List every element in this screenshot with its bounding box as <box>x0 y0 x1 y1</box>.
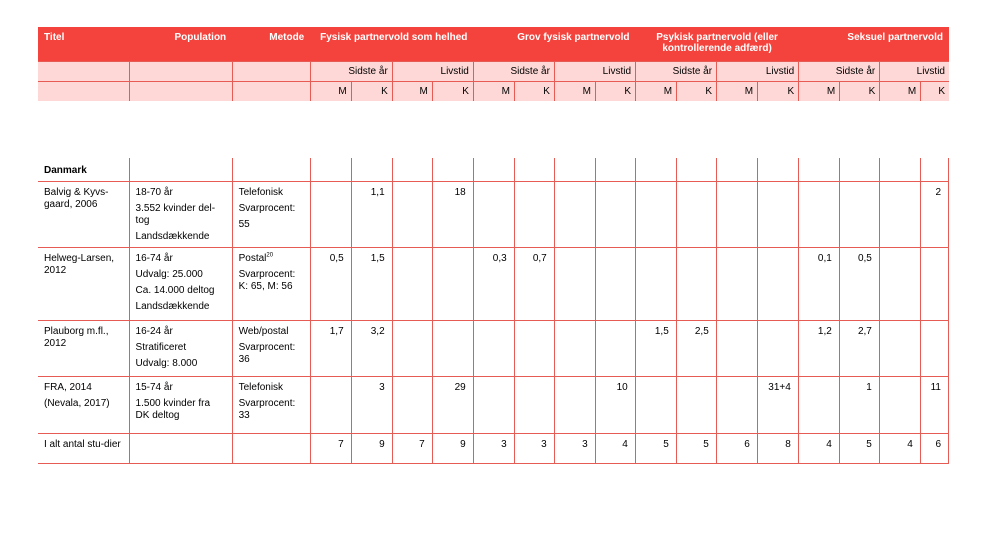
value-cell <box>514 181 554 247</box>
period-sidste: Sidste år <box>310 61 392 81</box>
metode-line <box>239 342 304 366</box>
sex-m: M <box>636 81 677 101</box>
period-livstid: Livstid <box>880 61 949 81</box>
header-group-fysisk: Fysisk partnervold som helhed <box>310 27 473 61</box>
value-cell <box>595 181 635 247</box>
value-cell: 18 <box>432 181 473 247</box>
value-cell: 2,7 <box>839 320 879 376</box>
total-value: 4 <box>595 433 635 463</box>
value-cell: 0,5 <box>310 247 351 320</box>
metode-line <box>239 326 304 338</box>
metode-cell <box>232 376 310 433</box>
total-value: 3 <box>554 433 595 463</box>
value-cell <box>635 247 676 320</box>
study-title <box>38 181 129 247</box>
sex-m: M <box>473 81 514 101</box>
population-line: Ca. 14.000 deltog <box>135 284 215 296</box>
value-cell <box>879 376 920 433</box>
value-cell: 2,5 <box>676 320 716 376</box>
period-sidste: Sidste år <box>636 61 717 81</box>
metode-line <box>239 187 304 199</box>
empty-cell <box>232 433 310 463</box>
population-line: 16-24 år <box>135 325 173 337</box>
metode-cell <box>232 181 310 247</box>
study-title-text: Helweg-Larsen, 2012 <box>44 252 115 276</box>
study-title <box>38 320 129 376</box>
value-cell <box>392 376 432 433</box>
period-livstid: Livstid <box>717 61 799 81</box>
total-value: 6 <box>716 433 757 463</box>
study-title-text: FRA, 2014 <box>44 381 92 393</box>
value-cell <box>432 247 473 320</box>
period-sidste: Sidste år <box>473 61 554 81</box>
sex-k: K <box>921 81 949 101</box>
body-table <box>38 158 949 464</box>
country-label: Danmark <box>38 158 129 181</box>
sex-k: K <box>432 81 473 101</box>
metode-text: Svarprocent: 36 <box>238 341 296 365</box>
population-cell <box>129 376 232 433</box>
metode-line <box>239 203 304 215</box>
value-cell: 29 <box>432 376 473 433</box>
metode-text: Telefonisk <box>238 381 284 393</box>
study-title <box>38 376 129 433</box>
metode-cell <box>232 247 310 320</box>
population-line: 3.552 kvinder del-tog <box>135 202 216 226</box>
metode-line <box>239 269 304 293</box>
total-value: 5 <box>676 433 716 463</box>
sex-k: K <box>514 81 554 101</box>
value-cell <box>514 376 554 433</box>
value-cell <box>514 320 554 376</box>
value-cell <box>676 181 716 247</box>
table-row <box>38 247 949 320</box>
study-title <box>38 247 129 320</box>
sex-row <box>38 81 949 101</box>
sex-k: K <box>677 81 717 101</box>
total-value: 7 <box>392 433 432 463</box>
sex-m: M <box>554 81 595 101</box>
value-cell <box>554 320 595 376</box>
header-table <box>38 27 949 101</box>
metode-text: 55 <box>238 218 250 230</box>
period-sidste: Sidste år <box>799 61 880 81</box>
value-cell: 10 <box>595 376 635 433</box>
value-cell <box>757 247 798 320</box>
value-cell <box>554 181 595 247</box>
value-cell <box>879 181 920 247</box>
value-cell: 11 <box>920 376 948 433</box>
value-cell: 0,5 <box>839 247 879 320</box>
value-cell <box>392 181 432 247</box>
value-cell <box>676 376 716 433</box>
population-line: Udvalg: 25.000 <box>135 268 203 280</box>
total-row <box>38 433 949 463</box>
header-metode: Metode <box>232 27 310 61</box>
metode-line <box>239 382 304 394</box>
total-value: 4 <box>879 433 920 463</box>
value-cell: 2 <box>920 181 948 247</box>
value-cell <box>716 376 757 433</box>
total-value: 3 <box>473 433 514 463</box>
value-cell <box>879 320 920 376</box>
sex-k: K <box>758 81 799 101</box>
header-group-seksuel: Seksuel partnervold <box>799 27 949 61</box>
value-cell <box>839 181 879 247</box>
sex-m: M <box>880 81 921 101</box>
sex-k: K <box>351 81 392 101</box>
study-title-text: Balvig & Kyvs-gaard, 2006 <box>44 186 109 210</box>
sex-m: M <box>392 81 432 101</box>
value-cell <box>676 247 716 320</box>
value-cell <box>554 247 595 320</box>
value-cell: 1,5 <box>635 320 676 376</box>
value-cell: 3,2 <box>351 320 392 376</box>
population-cell <box>129 320 232 376</box>
table-row <box>38 376 949 433</box>
metode-text: Telefonisk <box>238 186 284 198</box>
value-cell: 1,2 <box>798 320 839 376</box>
metode-text: Postal <box>238 252 267 264</box>
study-title-text: Plauborg m.fl., 2012 <box>44 325 109 349</box>
value-cell <box>392 247 432 320</box>
total-value: 5 <box>635 433 676 463</box>
population-line: 1.500 kvinder fra DK deltog <box>135 397 211 421</box>
value-cell <box>920 320 948 376</box>
footnote-ref: 20 <box>266 252 274 259</box>
value-cell: 31+4 <box>757 376 798 433</box>
value-cell <box>310 181 351 247</box>
total-value: 9 <box>432 433 473 463</box>
total-value: 4 <box>798 433 839 463</box>
total-label: I alt antal stu-dier <box>38 433 129 463</box>
population-line: Udvalg: 8.000 <box>135 357 198 369</box>
value-cell <box>716 247 757 320</box>
population-line: Landsdækkende <box>135 230 210 242</box>
metode-text: Svarprocent: 33 <box>238 397 296 421</box>
table-row <box>38 320 949 376</box>
metode-line <box>239 253 304 265</box>
value-cell <box>595 320 635 376</box>
value-cell <box>635 181 676 247</box>
metode-line <box>239 398 304 422</box>
total-value: 8 <box>757 433 798 463</box>
value-cell: 0,3 <box>473 247 514 320</box>
population-line: 15-74 år <box>135 381 173 393</box>
value-cell <box>798 181 839 247</box>
value-cell <box>473 320 514 376</box>
table-row <box>38 181 949 247</box>
population-line: Landsdækkende <box>135 300 210 312</box>
value-cell <box>757 320 798 376</box>
value-cell <box>310 376 351 433</box>
value-cell <box>757 181 798 247</box>
metode-cell <box>232 320 310 376</box>
period-row <box>38 61 949 81</box>
value-cell: 1,7 <box>310 320 351 376</box>
empty-cell <box>129 433 232 463</box>
total-value: 9 <box>351 433 392 463</box>
metode-line <box>239 219 304 231</box>
metode-text: Svarprocent: K: 65, M: 56 <box>238 268 296 292</box>
header-group-grov: Grov fysisk partnervold <box>473 27 635 61</box>
value-cell <box>879 247 920 320</box>
sex-m: M <box>310 81 351 101</box>
period-livstid: Livstid <box>554 61 635 81</box>
population-cell <box>129 247 232 320</box>
sex-k: K <box>595 81 635 101</box>
value-cell <box>392 320 432 376</box>
value-cell <box>473 181 514 247</box>
value-cell: 1 <box>839 376 879 433</box>
value-cell: 1,1 <box>351 181 392 247</box>
metode-text: Svarprocent: <box>238 202 296 214</box>
metode-text: Web/postal <box>238 325 289 337</box>
value-cell: 3 <box>351 376 392 433</box>
header-group-psykisk: Psykisk partnervold (eller kontrollerende adfærd) <box>636 27 799 61</box>
study-title-ref: (Nevala, 2017) <box>44 397 110 409</box>
total-value: 3 <box>514 433 554 463</box>
sex-m: M <box>717 81 758 101</box>
total-value: 6 <box>920 433 948 463</box>
value-cell <box>432 320 473 376</box>
value-cell <box>920 247 948 320</box>
value-cell <box>595 247 635 320</box>
value-cell: 0,1 <box>798 247 839 320</box>
total-value: 5 <box>839 433 879 463</box>
value-cell <box>798 376 839 433</box>
value-cell <box>635 376 676 433</box>
value-cell <box>716 181 757 247</box>
value-cell <box>554 376 595 433</box>
sex-k: K <box>840 81 880 101</box>
value-cell <box>473 376 514 433</box>
population-cell <box>129 181 232 247</box>
population-line: 16-74 år <box>135 252 173 264</box>
population-line: Stratificeret <box>135 341 187 353</box>
value-cell: 0,7 <box>514 247 554 320</box>
header-titel: Titel <box>38 27 129 61</box>
total-value: 7 <box>310 433 351 463</box>
period-livstid: Livstid <box>392 61 473 81</box>
sex-m: M <box>799 81 840 101</box>
value-cell <box>716 320 757 376</box>
country-row <box>38 158 949 181</box>
population-line: 18-70 år <box>135 186 173 198</box>
header-population: Population <box>129 27 232 61</box>
value-cell: 1,5 <box>351 247 392 320</box>
